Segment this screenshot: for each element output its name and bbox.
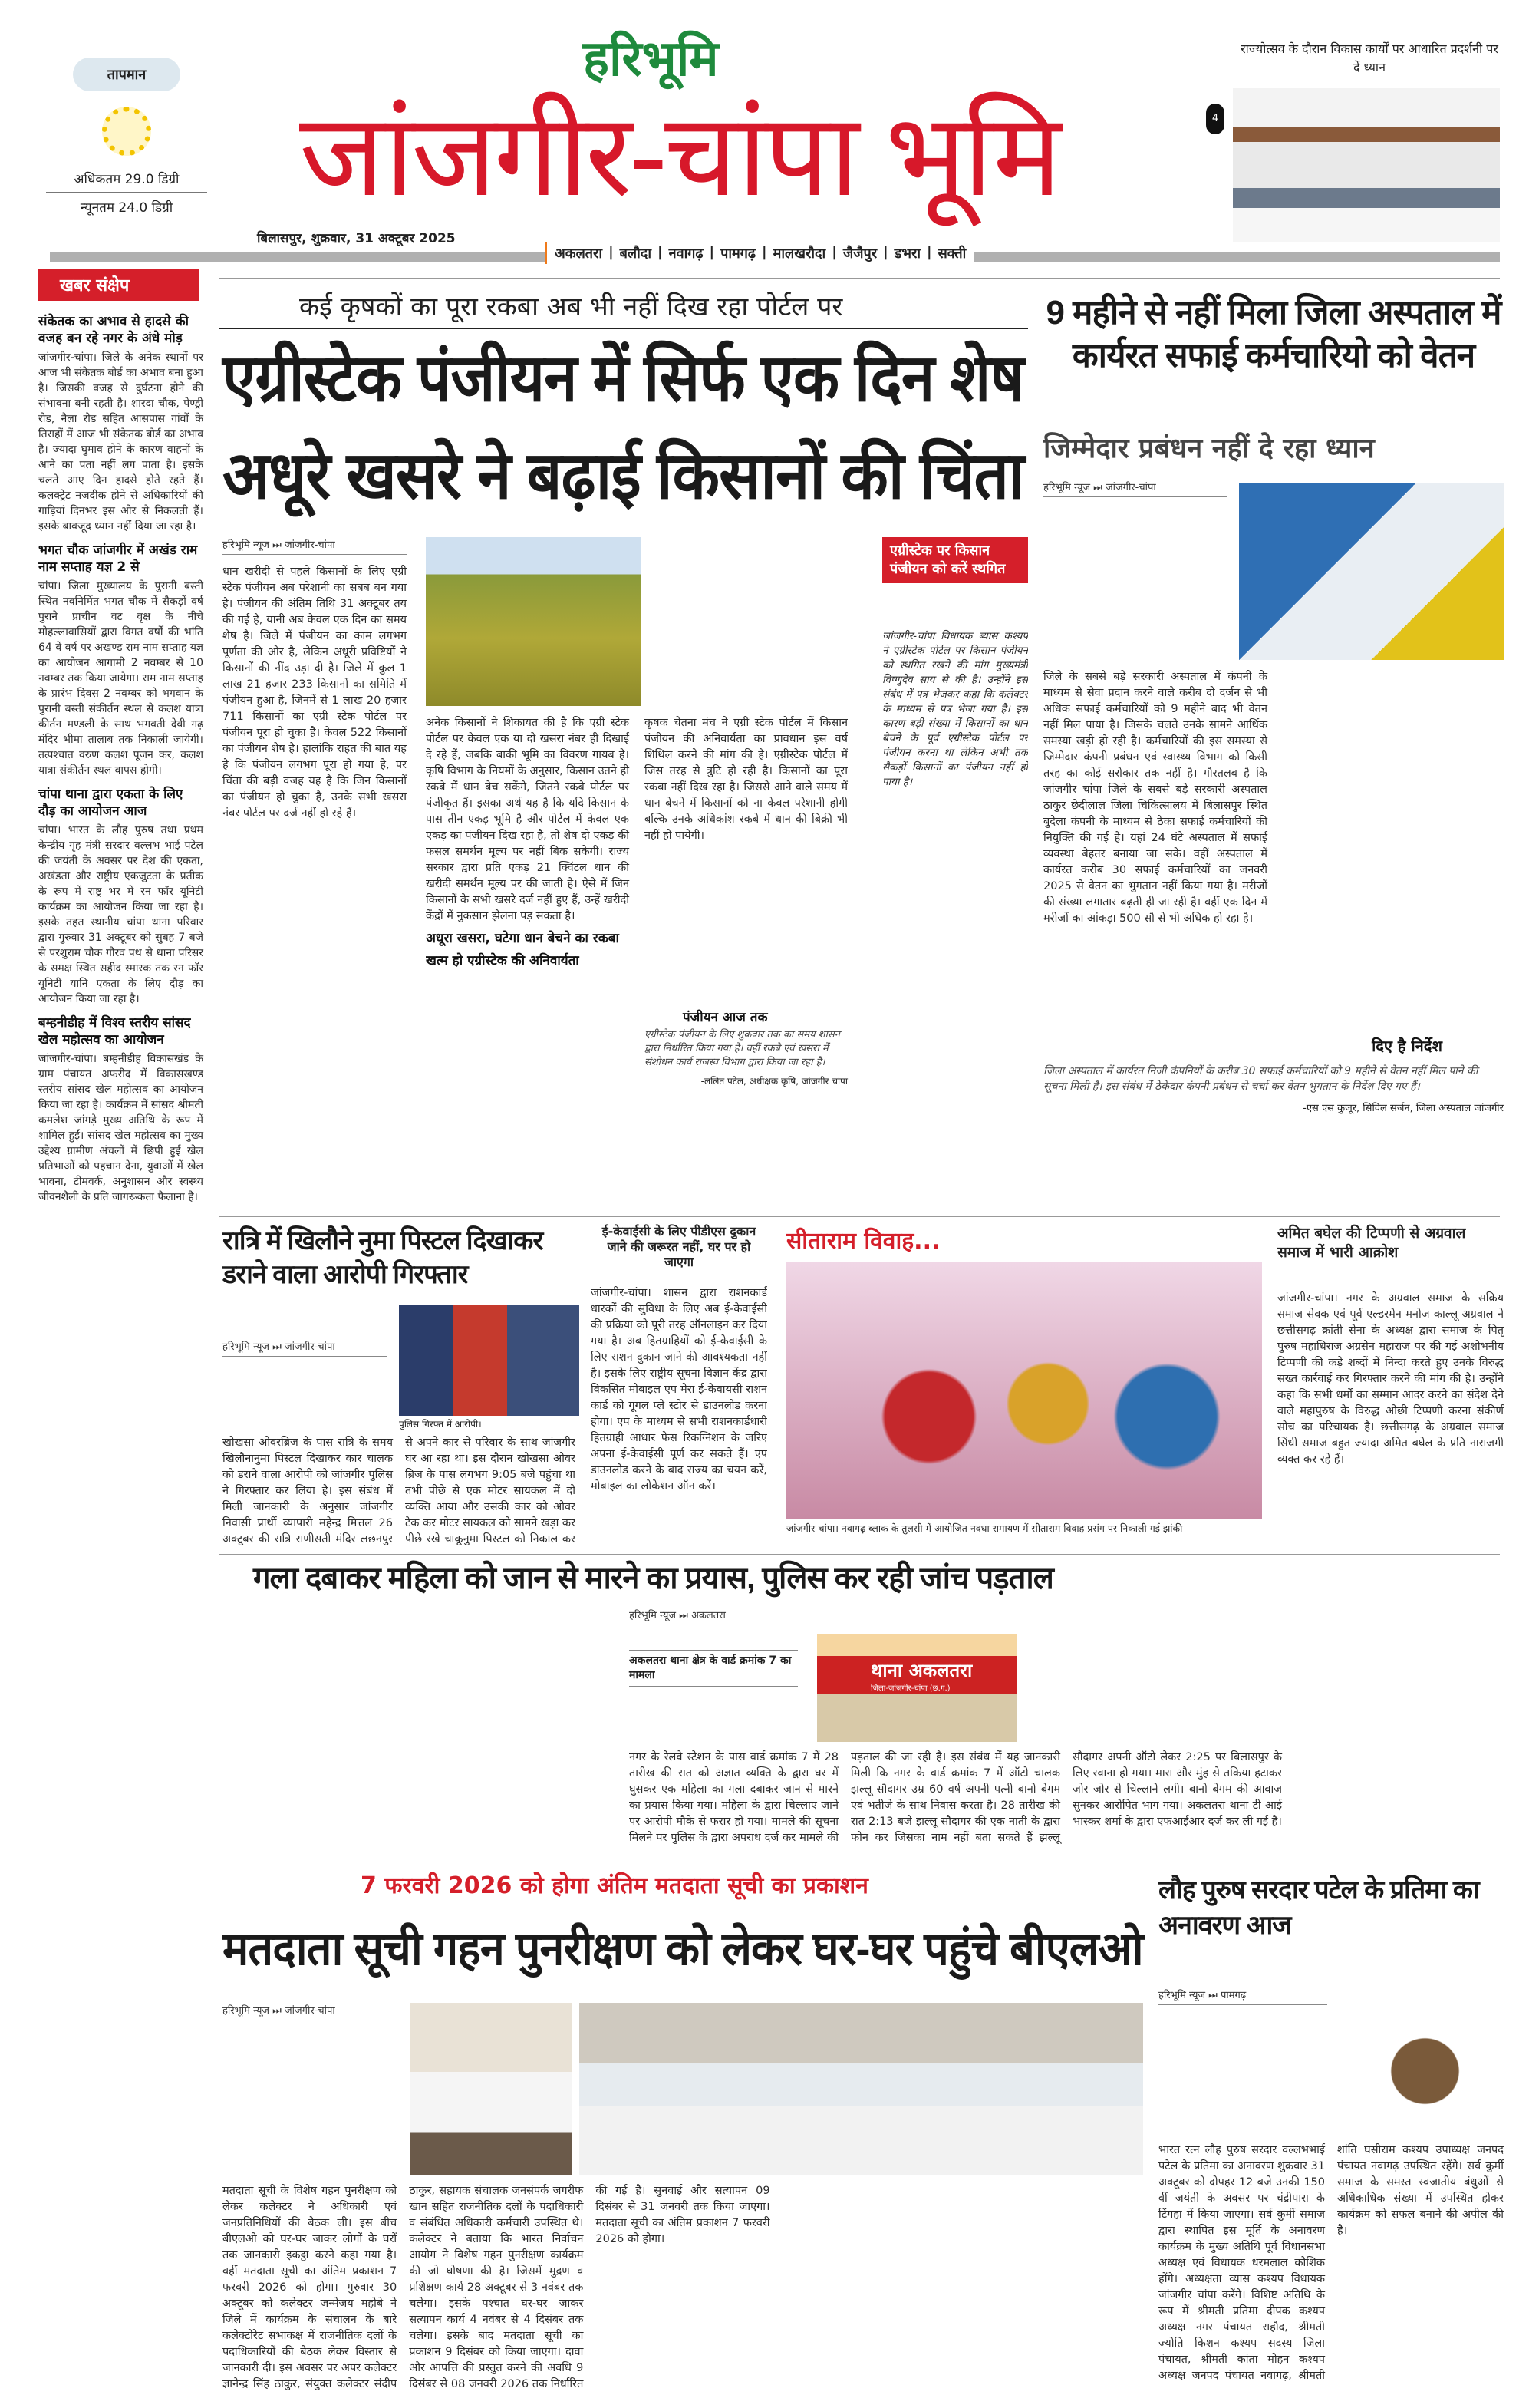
max-temp: अधिकतम 29.0 डिग्री (46, 170, 207, 193)
weather-box (46, 58, 207, 216)
agrawal-headline[interactable]: अमित बघेल की टिप्पणी से अग्रवाल समाज में भारी आक्रोश (1277, 1225, 1466, 1261)
promo-text[interactable]: राज्योत्सव के दौरान विकास कार्यों पर आधारित प्रदर्शनी पर दें ध्यान (1241, 41, 1498, 74)
hospital-box-body: जिला अस्पताल में कार्यरत निजी कंपनियों के करीब 30 सफाई कर्मचारियों को 9 महीने से वेतन नहीं मिल पाने की सूचना मिली है। इस संबंध में ठेकेदार कंपनी प्रबंधन से चर्चा कर वेतन भुगतान के निर्देश दिए गए हैं। (1043, 1065, 1478, 1093)
brief-body: जांजगीर-चांपा। बम्हनीडीह विकासखंड के ग्राम पंचायत अफरीद में विकासखण्ड स्तरीय सांसद खेल महोत्सव का आयोजन किया जा रहा है। कार्यक्रम में सांसद श्रीमती कमलेश जांगड़े मुख्य अतिथि के रूप में शामिल हुईं। सांसद खेल महोत्सव का मुख्य उद्देश्य ग्रामीण अंचलों में छिपी हुई खेल प्रतिभाओं को पहचान देना, युवाओं में खेल भावना, टीमवर्क, अनुशासन और स्वस्थ्य जीवनशैली के प्रति जागरूकता फैलाना है। (38, 1053, 203, 1203)
police-station-photo[interactable] (817, 1634, 1017, 1742)
locality-separator: | (657, 244, 663, 260)
hospital-box (1043, 1021, 1504, 1114)
locality-separator: | (608, 244, 614, 260)
lead-box-title: एग्रीस्टेक पर किसान पंजीयन को करें स्थगित (882, 537, 1028, 583)
lead-quote-box (644, 1001, 848, 1087)
hospital-byline: हरिभूमि न्यूज ⏭ जांजगीर-चांपा (1043, 480, 1227, 497)
byline-place: अकलतरा (691, 1610, 726, 1621)
quote-by: -ललित पटेल, अधीक्षक कृषि, जांजगीर चांपा (700, 1076, 848, 1087)
ekyc-headline[interactable]: ई-केवाईसी के लिए पीडीएस दुकान जाने की जरूरत नहीं, घर पर हो जाएगा (601, 1224, 756, 1269)
assault-body-right (1024, 1608, 1504, 1742)
lead-top-rule (219, 278, 1500, 279)
sitaram-caption: जांजगीर-चांपा। नवागढ़ ब्लाक के तुलसी में आयोजित नवधा रामायण में सीताराम विवाह प्रसंग पर निकाली गई झांकी (786, 1522, 1183, 1534)
brief-title[interactable]: भगत चौक जांजगीर में अखंड राम नाम सप्ताह यज्ञ 2 से (38, 543, 198, 575)
locality-link[interactable]: जैजैपुर (842, 246, 878, 262)
lead-byline: हरिभूमि न्यूज ⏭ जांजगीर-चांपा (222, 537, 407, 555)
brand-logo: हरिभूमि (583, 31, 719, 86)
lead-headline-2[interactable]: अधूरे खसरे ने बढ़ाई किसानों की चिंता (222, 439, 1024, 513)
hospital-subhead: जिम्मेदार प्रबंधन नहीं दे रहा ध्यान (1043, 433, 1375, 464)
hospital-body: जिले के सबसे बड़े सरकारी अस्पताल में कंपनी के माध्यम से सेवा प्रदान करने वाले करीब दो दर्जन से भी अधिक सफाई कर्मचारियों को 9 महीने बाद भी वेतन नहीं मिल पाया है। जिसके चलते उनके सामने आर्थिक समस्या खड़ी हो रही है। कर्मचारियों की इस समस्या से जिम्मेदार कंपनी प्रबंधन एवं स्वास्थ्य विभाग को किसी तरह का कोई सरोकार तक नहीं है। गौरतलब है कि जांजगीर चांपा जिले के सबसे बड़े सरकारी अस्पताल ठाकुर छेदीलाल जिला चिकित्सालय में बिलासपुर स्थित बुदेला कंपनी के माध्यम से ठेका सफाई कर्मचारियों की नियुक्ति की गई है। यहां 24 घंटे अस्पताल में सफाई व्यवस्था बेहतर बनाया जा सके। वहीं अस्पताल में कार्यरत करीब 30 सफाई कर्मचारियों का जनवरी 2025 से वेतन का भुगतान नहीं किया गया है। मरीजों की संख्या लगातार बढ़ती ही जा रही है। वहीं एक दिन में मरीजों का आंकड़ा 500 सौ से भी अधिक हो रहा है। (1043, 671, 1267, 925)
locality-separator: | (709, 244, 715, 260)
voter-headline[interactable]: मतदाता सूची गहन पुनरीक्षण को लेकर घर-घर पहुंचे बीएलओ (222, 1923, 1143, 1974)
row-rule-2 (219, 1554, 1500, 1555)
locality-bar (545, 242, 974, 264)
byline-source: हरिभूमि न्यूज (1158, 1990, 1206, 2001)
brief-title[interactable]: संकेतक का अभाव से हादसे की वजह बन रहे नगर के अंधे मोड़ (38, 314, 189, 346)
pistol-caption: पुलिस गिरफ्त में आरोपी। (399, 1419, 482, 1430)
lead-subhead-2: खत्म हो एग्रीस्टेक की अनिवार्यता (426, 953, 579, 968)
quote-subhead: पंजीयन आज तक (683, 1010, 768, 1025)
locality-separator: | (883, 244, 888, 260)
byline-source: हरिभूमि न्यूज (222, 539, 270, 551)
lead-box-body: जांजगीर-चांपा विधायक ब्यास कश्यप ने एग्रीस्टेक पोर्टल पर किसान पंजीयन को स्थगित रखने की मांग मुख्यमंत्री विष्णुदेव साय से की है। उन्होंने इस संबंध में पत्र भेजकर कहा कि कलेक्टर के माध्यम से पत्र भेजा गया है। इस कारण बड़ी संख्या में किसानों का धान बेचने के पूर्व एग्रीस्टेक पोर्टल पर पंजीयन करना था लेकिन अभी तक सैकड़ों किसानों का पंजीयन नहीं हो पाया है। (882, 630, 1028, 788)
lead-kicker-rule (219, 328, 1028, 329)
assault-byline: हरिभूमि न्यूज ⏭ अकलतरा (629, 1608, 806, 1625)
meeting-photo[interactable] (579, 2003, 1143, 2175)
assault-pullquote: अकलतरा थाना क्षेत्र के वार्ड क्रमांक 7 का मामला (629, 1650, 798, 1687)
sitaram-photo[interactable] (786, 1262, 1262, 1519)
byline-source: हरिभूमि न्यूज (222, 2005, 270, 2017)
byline-place: पामगढ़ (1221, 1990, 1247, 2001)
brief-title[interactable]: बम्हनीडीह में विश्व स्तरीय सांसद खेल महोत्सव का आयोजन (38, 1015, 191, 1047)
pistol-byline: हरिभूमि न्यूज ⏭ जांजगीर-चांपा (222, 1339, 387, 1357)
brief-body: चांपा। भारत के लौह पुरुष तथा प्रथम केन्द्रीय गृह मंत्री सरदार वल्लभ भाई पटेल की जयंती के अवसर पर देश की एकता, अखंडता और राष्ट्रीय एकजुटता के प्रतीक के रूप में राष्ट्र भर में रन फॉर यूनिटी कार्यक्रम का आयोजन किया जा रहा है। इसके तहत स्थानीय चांपा थाना परिवार द्वारा गुरुवार 31 अक्टूबर को सुबह 7 बजे से परशुराम चौक गौरव पथ से थाना परिसर के समक्ष स्थित सहीद स्मारक तक रन फॉर यूनिटी यानि एकता के लिए दौड़ का आयोजन किया जा रहा है। (38, 824, 203, 1005)
byline-place: जांजगीर-चांपा (285, 539, 335, 551)
locality-separator: | (832, 244, 837, 260)
locality-link[interactable]: अकलतरा (555, 246, 603, 262)
lead-body-col2 (426, 715, 848, 989)
police-station-sign: थाना अकलतरा (871, 1660, 973, 1681)
locality-link[interactable]: डभरा (894, 246, 921, 262)
lead-body-col1: धान खरीदी से पहले किसानों के लिए एग्री स्टेक पंजीयन अब परेशानी का सबब बन गया है। पंजीयन की अंतिम तिथि 31 अक्टूबर तय की गई है, यानी अब केवल एक दिन का समय शेष है। जिले में पंजीयन का काम लगभग पूर्णता की ओर है, लेकिन अधूरी प्रविष्टियों ने किसानों की नींद उड़ा दी है। जिले में कुल 1 लाख 21 हजार 233 किसानों का समिति में पंजीयन हुआ है, जिनमें से 1 लाख 20 हजार 711 किसानों का एग्री स्टेक पोर्टल पर पंजीयन पूरा हो चुका है। केवल 522 किसानों का पंजीयन शेष है। हालांकि राहत की बात यह है कि पंजीयन लगभग पूरा हो गया है, पर चिंता की बड़ी वजह यह है कि जिन किसानों का पंजीयन हो चुका है, उनके सभी खसरा नंबर पोर्टल पर दर्ज नहीं हो रहे हैं। (222, 566, 407, 820)
brief-body: जांजगीर-चांपा। जिले के अनेक स्थानों पर आज भी संकेतक बोर्ड का अभाव बना हुआ है। जिसकी वजह से दुर्घटना होने की संभावना बनी रहती है। शारदा चौक, पेण्ड्री रोड, नैला रोड सहित आसपास गांवों के तिराहों में आज भी संकेतक बोर्ड का अभाव है। ज्यादा घुमाव होने के कारण वाहनों के आने का पता नहीं लग पाता है। इसके चलते आए दिन हादसे होते रहते हैं। कलक्ट्रेट नजदीक होने से अधिकारियों की गाड़ियां दिनभर इस ओर से निकलती हैं। इसके बावजूद ध्यान नहीं दिया जा रहा है। (38, 351, 203, 533)
locality-link[interactable]: पामगढ़ (720, 246, 756, 262)
paddy-field-photo[interactable] (426, 537, 641, 706)
lead-subhead-1: अधूरा खसरा, घटेगा धान बेचने का रकबा (426, 931, 619, 946)
voter-byline: हरिभूमि न्यूज ⏭ जांजगीर-चांपा (222, 2003, 399, 2020)
ekyc-body: जांजगीर-चांपा। शासन द्वारा राशनकार्ड धारकों की सुविधा के लिए अब ई-केवाईसी की प्रक्रिया को पूरी तरह ऑनलाइन कर दिया गया है। अब हितग्राहियों को ई-केवाईसी के लिए राशन दुकान जाने की आवश्यकता नहीं है। इसके लिए राष्ट्रीय सूचना विज्ञान केंद्र द्वारा विकसित मोबाइल एप मेरा ई-केवायसी राशन कार्ड को गूगल प्ले स्टोर से डाउनलोड करना होगा। एप के माध्यम से सभी राशनकार्डधारी हितग्राही आधार फेस रिकग्निशन के जरिए अपना ई-केवाईसी पूर्ण कर सकते हैं। एप डाउनलोड करने के बाद राज्य का चयन करें, मोबाइल का लोकेशन ऑन करें। (591, 1287, 767, 1493)
row-rule-1 (219, 1216, 1500, 1217)
patel-body: भारत रत्न लौह पुरुष सरदार वल्लभभाई पटेल के प्रतिमा का अनावरण शुक्रवार 31 अक्टूबर को दोपहर 12 बजे उनकी 150 वीं जयंती के अवसर पर चंद्रीपारा के टिंगहा में किया जाएगा। सर्व कुर्मी समाज द्वारा स्थापित इस मूर्ति के अनावरण कार्यक्रम के मुख्य अतिथि पूर्व विधानसभा अध्यक्ष एवं विधायक धरमलाल कौशिक होंगे। अध्यक्षता व्यास कश्यप विधायक जांजगीर चांपा करेंगे। विशिष्ट अतिथि के रूप में श्रीमती प्रतिमा दीपक कश्यप अध्यक्ष नगर पंचायत राहौद, श्रीमती ज्योति किशन कश्यप सदस्य जिला पंचायत, श्रीमती कांता मोहन कश्यप अध्यक्ष जनपद पंचायत नवागढ़, श्रीमती शांति घसीराम कश्यप उपाध्यक्ष जनपद पंचायत नवागढ़ उपस्थित रहेंगे। सर्व कुर्मी समाज के समस्त स्वजातीय बंधुओं से अधिकाधिक संख्या में उपस्थित होकर कार्यक्रम को सफल बनाने की अपील की है। (1158, 2144, 1504, 2382)
dateline: बिलासपुर, शुक्रवार, 31 अक्टूबर 2025 (257, 231, 456, 246)
locality-link[interactable]: नवागढ़ (668, 246, 704, 262)
patel-statue-photo[interactable] (1346, 1995, 1504, 2133)
lead-body-text: अनेक किसानों ने शिकायत की है कि एग्री स्टेक पोर्टल पर केवल एक या दो खसरा नंबर ही दिखाई दे रहे हैं, जबकि बाकी भूमि का विवरण गायब है। कृषि विभाग के नियमों के अनुसार, किसान उतने ही रकबे में धान बेच सकेंगे, जितने रकबे पोर्टल पर पंजीकृत हैं। इसका अर्थ यह है कि यदि किसान के पास तीन एकड़ भूमि है और पोर्टल में केवल एक एकड़ का पंजीयन दिख रहा है, तो शेष दो एकड़ की फसल समर्थन मूल्य पर नहीं बिक सकेगी। राज्य सरकार द्वारा प्रति एकड़ 21 क्विंटल धान की खरीदी समर्थन मूल्य पर की जाती है। ऐसे में जिन किसानों के सभी खसरे दर्ज नहीं हुए हैं, उन्हें खरीदी केंद्रों में नुकसान झेलना पड़ सकता है। (426, 717, 629, 922)
byline-source: हरिभूमि न्यूज (222, 1341, 270, 1353)
hospital-box-by: -एस एस कुजूर, सिविल सर्जन, जिला अस्पताल जांजगीर (1303, 1103, 1504, 1114)
brief-title[interactable]: चांपा थाना द्वारा एकता के लिए दौड़ का आयोजन आज (38, 787, 183, 819)
hospital-box-title: दिए है निर्देश (1372, 1037, 1442, 1055)
locality-separator: | (762, 244, 767, 260)
locality-link[interactable]: मालखरौदा (773, 246, 826, 262)
newspaper-title: जांजगीर-चांपा भूमि (299, 91, 1059, 219)
assault-body: नगर के रेलवे स्टेशन के पास वार्ड क्रमांक 7 में 28 तारीख की रात को अज्ञात व्यक्ति के द्वारा घर में घुसकर एक महिला का गला दबाकर जान से मारने का प्रयास किया गया। महिला के द्वारा चिल्लाए जाने पर आरोपी मौके से फरार हो गया। मामले की सूचना मिलने पर पुलिस के द्वारा अपराध दर्ज कर मामले की पड़ताल की जा रही है। इस संबंध में यह जानकारी मिली कि नगर के वार्ड क्रमांक 7 में ऑटो चालक झल्लू सौदागर उम्र 60 वर्ष अपनी पत्नी बानो बेगम एवं भतीजे के साथ निवास करता है। 28 तारीख की रात 2:13 बजे झल्लू सौदागर की एक नाती के द्वारा फोन कर जिसका नाम नहीं बता सकते हैं झल्लू सौदागर अपनी ऑटो लेकर 2:25 पर बिलासपुर के लिए रवाना हो गया। मारा और मुंह से तकिया हटाकर जोर जोर से चिल्लाने लगी। बानो बेगम की आवाज सुनकर आरोपित भाग गया। अकलतरा थाना टी आई भास्कर शर्मा के द्वारा एफआईआर दर्ज कर ली गई है। (629, 1751, 1282, 1844)
byline-source: हरिभूमि न्यूज (1043, 482, 1091, 493)
voter-body: मतदाता सूची के विशेष गहन पुनरीक्षण को लेकर कलेक्टर ने अधिकारी एवं जनप्रतिनिधियों की बैठक ली। इस बीच बीएलओ को घर-घर जाकर लोगों के घरों तक जानकारी इकट्ठा करने कहा गया है। वहीं मतदाता सूची का अंतिम प्रकाशन 7 फरवरी 2026 को होगा। गुरुवार 30 अक्टूबर को कलेक्टर जन्मेजय महोबे ने जिले में कार्यक्रम के संचालन के बारे कलेक्टोरेट सभाकक्ष में राजनीतिक दलों के पदाधिकारियों की बैठक लेकर विस्तार से जानकारी दी। इस अवसर पर अपर कलेक्टर ज्ञानेन्द्र सिंह ठाकुर, संयुक्त कलेक्टर संदीप ठाकुर, सहायक संचालक जनसंपर्क जगरीफ खान सहित राजनीतिक दलों के पदाधिकारी व संबंधित अधिकारी कर्मचारी उपस्थित थे। कलेक्टर ने बताया कि भारत निर्वाचन आयोग ने विशेष गहन पुनरीक्षण कार्यक्रम की जो घोषणा की है। जिसमें मुद्रण व प्रशिक्षण कार्य 28 अक्टूबर से 3 नवंबर तक चलेगा। इसके पश्चात घर-घर जाकर सत्यापन कार्य 4 नवंबर से 4 दिसंबर तक चलेगा। इसके बाद मतदाता सूची का प्रकाशन 9 दिसंबर को किया जाएगा। दावा और आपत्ति की प्रस्तुत करने की अवधि 9 दिसंबर से 08 जनवरी 2026 तक निर्धारित की गई है। सुनवाई और सत्यापन 09 दिसंबर से 31 जनवरी तक किया जाएगा। मतदाता सूची का अंतिम प्रकाशन 7 फरवरी 2026 को होगा। (222, 2185, 770, 2390)
weather-label: तापमान (73, 58, 180, 91)
min-temp: न्यूनतम 24.0 डिग्री (80, 200, 173, 216)
sitaram-title: सीताराम विवाह... (786, 1228, 941, 1255)
police-station-sign-sub: जिला-जांजगीर-चांपा (छ.ग.) (871, 1684, 951, 1693)
assault-headline[interactable]: गला दबाकर महिला को जान से मारने का प्रयास, पुलिस कर रही जांच पड़ताल (253, 1562, 1053, 1595)
agrawal-body: जांजगीर-चांपा। नगर के अग्रवाल समाज के सक्रिय समाज सेवक एवं पूर्व एल्डरमेन मनोज काल्लू अग्रवाल ने छत्तीसगढ़ क्रांती सेना के अध्यक्ष द्वारा समाज के पितृ पुरुष महाधिराज अग्रसेन महाराज पर की गई अशोभनीय टिप्पणी की कड़े शब्दों में निन्दा करते हुए उनके विरुद्ध सख्त कार्रवाई कर गिरफ्तार करने की मांग की है। उन्होंने कहा कि सभी धर्मों का सम्मान आदर करने का संदेश देने वाले महापुरुष के विरुद्ध ओछी टिप्पणी करना संकीर्ण सोच का परिचायक है। छत्तीसगढ़ के अग्रवाल समाज सिंधी समाज बहुत ज्यादा अमित बघेल के प्रति नाराजगी व्यक्त कर रहे हैं। (1277, 1292, 1504, 1466)
quote-text: एग्रीस्टेक पंजीयन के लिए शुक्रवार तक का समय शासन द्वारा निर्धारित किया गया है। वहीं रकबे एवं खसरा में संशोधन कार्य राजस्व विभाग द्वारा किया जा रहा है। (644, 1029, 840, 1068)
lead-body-text-3: कृषक चेतना मंच ने एग्री स्टेक पोर्टल में किसान पंजीयन की अनिवार्यता का प्रावधान इस वर्ष शिथिल करने की मांग की है। एग्रीस्टेक पोर्टल में जिस तरह से त्रुटि हो रही है। किसानों का पूरा रकबा नहीं दिख रहा है। जिससे आने वाले समय में धान बेचने में किसानों को ना केवल परेशानी होगी बल्कि उनके अधिकांश रकबे में धान की बिक्री भी नहीं हो पायेगी। (644, 717, 848, 842)
byline-source: हरिभूमि न्यूज (629, 1610, 677, 1621)
locality-link[interactable]: सक्ती (938, 246, 967, 262)
pistol-body: खोखसा ओवरब्रिज के पास रात्रि के समय खिलौनानुमा पिस्टल दिखाकर कार चालक को डराने वाला आरोपी को जांजगीर पुलिस ने गिरफ्तार कर लिया है। इस संबंध में मिली जानकारी के अनुसार जांजगीर निवासी प्रार्थी व्यापारी महेन्द्र मित्तल 26 अक्टूबर की रात्रि राणीसती मंदिर लछनपुर से अपने कार से परिवार के साथ जांजगीर घर आ रहा था। इस दौरान खोखसा ओवर ब्रिज के पास लगभग 9:05 बजे पहुंचा था तभी पीछे से एक मोटर सायकल में दो व्यक्ति आया और उसकी कार को ओवर टेक कर मोटर सायकल को सामने खड़ा कर पीछे रखे चाकूनुमा पिस्टल को निकाल कर (222, 1437, 575, 1545)
sun-icon (102, 107, 151, 156)
locality-link[interactable]: बलौदा (619, 246, 652, 262)
pistol-headline[interactable]: रात्रि में खिलौने नुमा पिस्टल दिखाकर डराने वाला आरोपी गिरफ्तार (222, 1226, 543, 1289)
byline-place: जांजगीर-चांपा (285, 2005, 335, 2017)
patel-headline[interactable]: लौह पुरुष सरदार पटेल के प्रतिमा का अनावरण आज (1158, 1875, 1479, 1940)
locality-separator: | (927, 244, 932, 260)
collector-photo[interactable] (410, 2003, 572, 2175)
brief-body: चांपा। जिला मुख्यालय के पुरानी बस्ती स्थित नवनिर्मित भगत चौक में सैकड़ों वर्ष पुराने प्राचीन वट वृक्ष के नीचे मोहल्लावासियों द्वारा विगत वर्षों की भांति 64 वें वर्ष पर अखण्ड राम नाम सप्ताह यज्ञ का आयोजन आगामी 2 नवम्बर से 10 नवम्बर तक किया जायेगा। राम नाम सप्ताह के प्रारंभ दिवस 2 नवम्बर को भगवान के पुरानी बस्ती संकीर्तन स्थल से कलश यात्रा कीर्तन मण्डली के साथ भगवती देवी गढ़ मंदिर भीमा तालाब तक निकाली जायेगी। तत्पश्चात वरुण कलश पूजन कर, कलश यात्रा संकीर्तन स्थल वापस होगी। (38, 580, 203, 777)
patel-byline: हरिभूमि न्यूज ⏭ पामगढ़ (1158, 1987, 1327, 2005)
brief-column (38, 305, 203, 1205)
sweeper-photo[interactable] (1239, 483, 1504, 660)
hospital-headline[interactable]: 9 महीने से नहीं मिला जिला अस्पताल में कार्यरत सफाई कर्मचारियो को वेतन (1046, 294, 1501, 374)
lead-kicker: कई कृषकों का पूरा रकबा अब भी नहीं दिख रहा पोर्टल पर (299, 292, 843, 322)
promo-page-badge: 4 (1206, 104, 1224, 134)
byline-place: जांजगीर-चांपा (1106, 482, 1156, 493)
byline-place: जांजगीर-चांपा (285, 1341, 335, 1353)
voter-kicker: 7 फरवरी 2026 को होगा अंतिम मतदाता सूची का प्रकाशन (361, 1872, 868, 1899)
accused-photo[interactable] (399, 1305, 579, 1416)
promo-photo[interactable] (1233, 88, 1500, 242)
brief-label: खबर संक्षेप (38, 269, 199, 301)
lead-headline-1[interactable]: एग्रीस्टेक पंजीयन में सिर्फ एक दिन शेष (222, 341, 1024, 415)
